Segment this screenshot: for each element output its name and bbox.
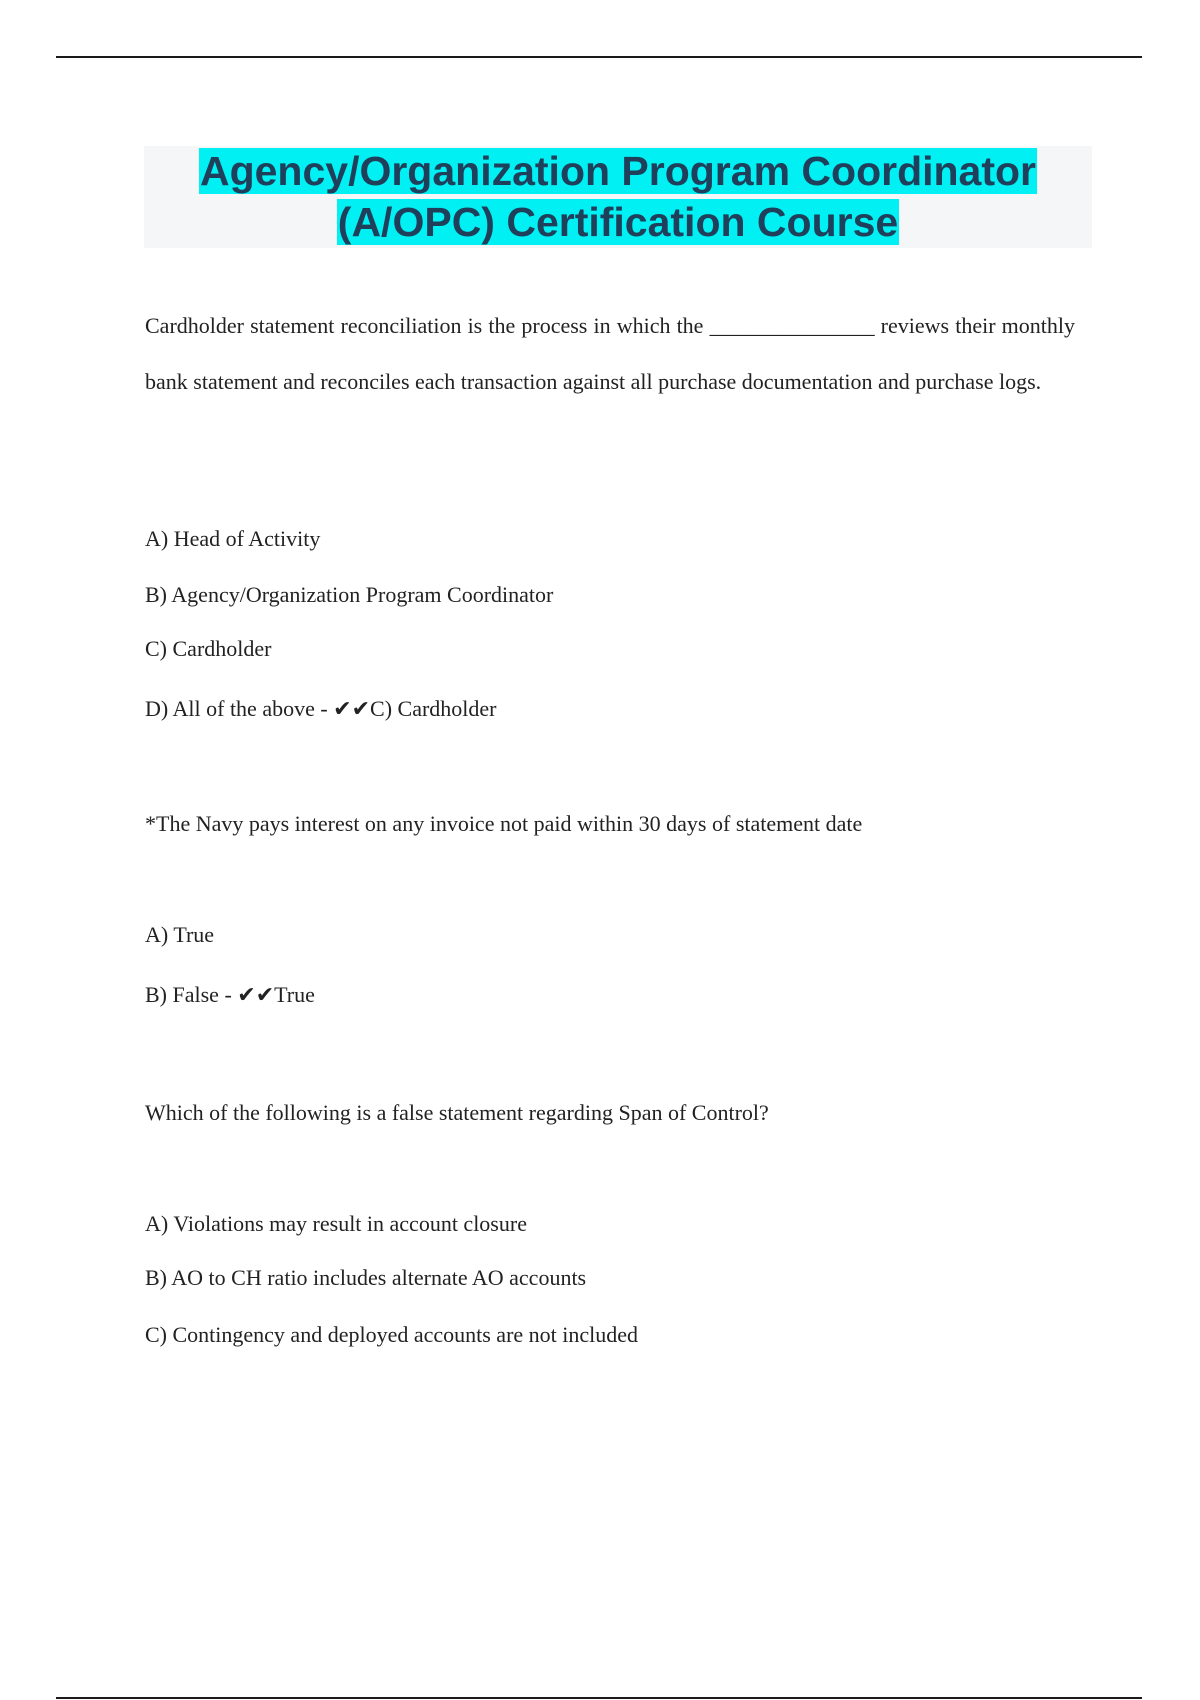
question-3-option-c: C) Contingency and deployed accounts are not included [145,1322,639,1347]
title-line-2 [144,197,1092,248]
question-1-option-c: C) Cardholder [145,636,272,661]
question-1-option-d-answer: D) All of the above - ✔✔C) Cardholder [145,696,497,721]
question-1-option-b: B) Agency/Organization Program Coordinator [145,582,554,607]
title-highlight-1: Agency/Organization Program Coordinator [199,148,1037,194]
question-2-option-a: A) True [145,922,215,947]
question-2-option-b-answer: B) False - ✔✔True [145,982,315,1007]
question-1-option-a: A) Head of Activity [145,526,321,551]
question-3-text: Which of the following is a false statement regarding Span of Control? [145,1100,769,1125]
title-highlight-2: (A/OPC) Certification Course [337,199,899,245]
bottom-rule [56,1697,1142,1699]
question-3-option-a: A) Violations may result in account closure [145,1211,527,1236]
top-rule [56,56,1142,58]
title-banner [144,146,1092,248]
question-1-text: Cardholder statement reconciliation is the process in which the _______________ reviews their monthly bank statement and reconciles each transaction against all purchase documentation and purchase logs. [145,313,1075,394]
question-2-text: *The Navy pays interest on any invoice not paid within 30 days of statement date [145,811,863,836]
title-line-1 [144,146,1092,197]
question-3-option-b: B) AO to CH ratio includes alternate AO accounts [145,1265,587,1290]
